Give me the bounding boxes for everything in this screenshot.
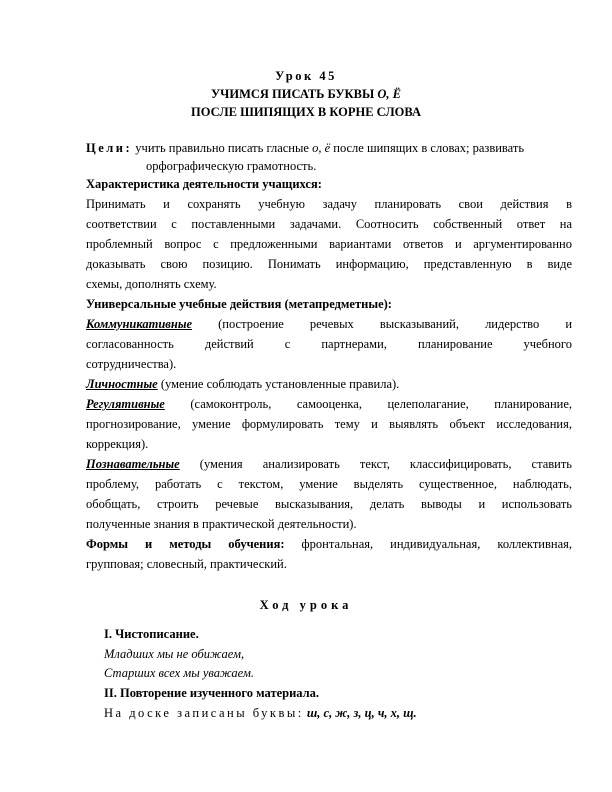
cognitive-label: Познавательные (86, 457, 180, 471)
uud-heading: Универсальные учебные действия (метапредметные): (86, 297, 392, 311)
personal-text: (умение соблюдать установленные правила). (160, 377, 400, 391)
goals-text-2: после шипящих в словах; развивать (333, 141, 525, 155)
regulative-text-1: (самоконтроль, самооценка, целеполагание, планирование, (190, 397, 573, 411)
cognitive-text-1: (умения анализировать текст, классифицировать, ставить (199, 457, 572, 471)
communicative-label: Коммуникативные (86, 317, 193, 331)
communicative-line-1 (86, 315, 572, 333)
forms-label: Формы и методы обучения: (86, 537, 285, 551)
page-subtitle: ПОСЛЕ ШИПЯЩИХ В КОРНЕ СЛОВА (191, 105, 421, 119)
characteristics-line: доказывать свою позицию. Понимать информацию, представленную в виде (86, 257, 572, 271)
cognitive-line-2: проблему, работать с текстом, умение выделять существенное, наблюдать, (86, 477, 572, 491)
board-line (104, 704, 572, 722)
characteristics-line: Принимать и сохранять учебную задачу планировать свои действия в (86, 197, 572, 211)
characteristics-heading: Характеристика деятельности учащихся: (86, 177, 322, 191)
characteristics-line: соответствии с поставленными задачами. Соотносить собственный ответ на (86, 217, 572, 231)
forms-text-1: фронтальная, индивидуальная, коллективная, (301, 537, 573, 551)
title-letters: О, Ё (377, 87, 401, 101)
title-prefix: УЧИМСЯ ПИСАТЬ БУКВЫ (211, 87, 375, 101)
personal-line (86, 375, 572, 393)
personal-label: Личностные (86, 377, 158, 391)
forms-line-2: групповая; словесный, практический. (86, 557, 287, 571)
poem-line: Младших мы не обижаем, (104, 647, 245, 661)
regulative-label: Регулятивные (86, 397, 165, 411)
poem-line: Старших всех мы уважаем. (104, 666, 255, 680)
communicative-line-3: сотрудничества). (86, 357, 177, 371)
goals-label: Цели: (86, 141, 133, 155)
forms-line-1 (86, 535, 572, 553)
goals-line (86, 139, 572, 157)
characteristics-line: проблемный вопрос с предложенными вариантами ответов и аргументированно (86, 237, 572, 251)
cognitive-line-4: полученные знания в практической деятельности). (86, 517, 357, 531)
goals-line-2: орфографическую грамотность. (146, 159, 317, 173)
course-heading: Ход урока (259, 598, 353, 612)
cognitive-line-3: обобщать, строить речевые высказывания, делать выводы и использовать (86, 497, 572, 511)
board-text: На доске записаны буквы: (104, 706, 304, 720)
board-letters: ш, с, ж, з, ц, ч, х, щ. (306, 706, 417, 720)
characteristics-line: схемы, дополнять схему. (86, 277, 217, 291)
section-2-heading: II. Повторение изученного материала. (104, 686, 320, 700)
regulative-line-2: прогнозирование, умение формулировать тему и выявлять объект исследования, (86, 417, 572, 431)
lesson-number: Урок 45 (275, 69, 337, 83)
cognitive-line-1 (86, 455, 572, 473)
goals-text-1: учить правильно писать гласные (135, 141, 309, 155)
section-1-heading: I. Чистописание. (104, 627, 199, 641)
regulative-line-3: коррекция). (86, 437, 149, 451)
communicative-line-2: согласованность действий с партнерами, планирование учебного (86, 337, 572, 351)
communicative-text-1: (построение речевых высказываний, лидерство и (218, 317, 573, 331)
regulative-line-1 (86, 395, 572, 413)
goals-letters: о, ё (312, 141, 331, 155)
page-title (0, 87, 612, 102)
